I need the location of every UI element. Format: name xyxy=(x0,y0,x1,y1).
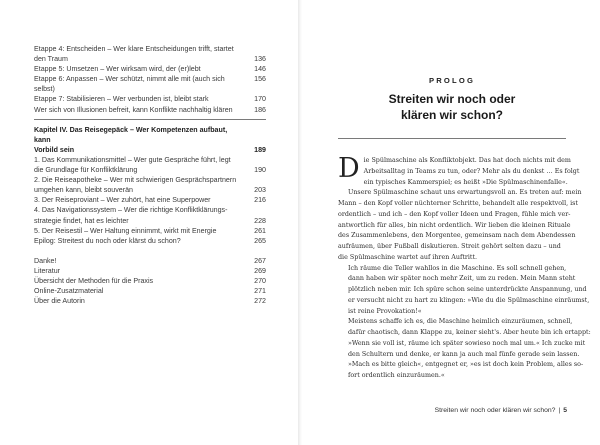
toc-entry-page: 265 xyxy=(254,236,266,245)
toc-entry-page: 269 xyxy=(254,266,266,275)
toc-entry xyxy=(34,226,266,236)
toc-entry-page: 186 xyxy=(254,105,266,114)
toc-entry xyxy=(34,195,266,205)
toc-entry xyxy=(34,44,266,54)
toc-entry xyxy=(34,216,266,226)
toc-entry xyxy=(34,165,266,175)
footer-separator: | xyxy=(558,407,561,414)
toc-entry-title: Etappe 4: Entscheiden – Wer klare Entscheidungen trifft, startet xyxy=(34,45,234,53)
prolog-paragraphs xyxy=(338,153,591,382)
text-line: die Spülmaschine wartet auf ihren Auftritt. xyxy=(338,253,478,261)
toc-entry-title: umgehen kann, bleibt souverän xyxy=(34,186,133,195)
toc-entry-title: Etappe 6: Anpassen – Wer schützt, nimmt alle mit (auch sich selbst) xyxy=(34,75,225,94)
text-line: Mann – den Kopf voller nüchterner Schritte, behandelt alle respektvoll, ist xyxy=(338,200,578,207)
toc-entry xyxy=(34,155,266,165)
toc-entry-page: 170 xyxy=(254,95,266,104)
text-line: ordentlich – und ich – den Kopf voller Ideen und Fragen, fühle mich ver- xyxy=(338,210,571,218)
toc-entry-title: Online-Zusatzmaterial xyxy=(34,287,104,296)
toc-entry-title: Literatur xyxy=(34,266,61,275)
text-line: Ich räume die Teller wahllos in die Maschine. Es soll schnell gehen, xyxy=(348,264,567,272)
toc-entry-title: Epilog: Streitest du noch oder klärst du schon? xyxy=(34,236,181,245)
toc-entry-title: den Traum xyxy=(34,55,68,64)
toc-entry xyxy=(34,276,266,286)
toc-entry-title: Danke! xyxy=(34,256,57,265)
toc-entry-page: 136 xyxy=(254,55,266,64)
page-number: 5 xyxy=(563,407,567,414)
toc-group-backmatter xyxy=(34,256,266,306)
toc-entry-page: 270 xyxy=(254,276,266,285)
prolog-title-line2: klären wir schon? xyxy=(400,107,504,122)
text-line: Meistens schaffe ich es, die Maschine heimlich einzuräumen, schnell, xyxy=(348,318,573,326)
text-line: des Zusammenlebens, den Morgentee, gemeinsam nach dem Abendessen xyxy=(338,232,576,240)
text-line: fort ordentlich einzuräumen.« xyxy=(348,372,445,379)
toc-entry-page: 261 xyxy=(254,226,266,235)
toc-entry xyxy=(34,54,266,64)
text-line: antwortlich für alles, bin nicht ordentlich. Wir lieben die kleinen Rituale xyxy=(338,221,571,229)
text-line: den Schultern und denke, er kann ja auch mal fünfe gerade sein lassen. xyxy=(348,350,580,358)
toc-entry-title: Wer sich von Illusionen befreit, kann Konflikte nachhaltig klären xyxy=(34,105,233,114)
text-line: Unsere Spülmaschine schaut uns erwartungsvoll an. Es treten auf: mein xyxy=(348,189,582,197)
toc-entry-title: Übersicht der Methoden für die Praxis xyxy=(34,276,154,285)
toc-entry-page: 267 xyxy=(254,256,266,265)
prolog-paragraph xyxy=(338,153,582,264)
prolog-title xyxy=(338,92,566,123)
toc-entry-page: 203 xyxy=(254,186,266,195)
text-line: dann haben wir später noch mehr Zeit, um zu reden. Mein Mann steht xyxy=(348,275,576,283)
toc-chapter-heading-cont xyxy=(34,145,266,155)
text-line: plötzlich neben mir. Ich spüre schon seine unterdrückte Anspannung, und xyxy=(348,286,587,293)
toc-entry-title: strategie findet, hat es leichter xyxy=(34,216,129,225)
prolog-title-line1: Streiten wir noch oder xyxy=(388,92,516,106)
toc-entry-title: die Grundlage für Konfliktklärung xyxy=(34,166,138,175)
toc-entry-title: 5. Der Reisestil – Wer Haltung einnimmt, wirkt mit Energie xyxy=(34,226,217,235)
toc-entry xyxy=(34,296,266,306)
toc-chapter-title-line1: Kapitel IV. Das Reisegepäck – Wer Kompetenzen aufbaut, kann xyxy=(34,125,228,144)
prolog-paragraph xyxy=(338,317,591,382)
toc-entry-page: 216 xyxy=(254,196,266,205)
text-line: ie Spülmaschine als Konfliktobjekt. Das hat doch nichts mit dem xyxy=(363,157,571,164)
toc-entry xyxy=(34,256,266,266)
toc-entry-page: 271 xyxy=(254,287,266,296)
toc-entry-title: 1. Das Kommunikationsmittel – Wer gute Gespräche führt, legt xyxy=(34,155,231,164)
toc-chapter-page: 189 xyxy=(254,145,266,154)
text-line: »Wenn sie voll ist, räume ich später sowieso noch mal um.« Ich zucke mit xyxy=(348,339,586,347)
drop-cap: D xyxy=(338,153,360,184)
toc-entry-title: 3. Der Reiseproviant – Wer zuhört, hat eine Superpower xyxy=(34,196,211,205)
text-line: »Mach es bitte gleich«, entgegnet er, »es ist doch kein Problem, alles so- xyxy=(348,361,584,369)
toc-entry xyxy=(34,105,266,115)
prolog-paragraph xyxy=(338,264,590,318)
toc-group-reisegepaeck xyxy=(34,155,266,246)
toc-entry-title: Etappe 5: Umsetzen – Wer wirksam wird, der (er)lebt xyxy=(34,65,201,74)
toc-entry-page: 156 xyxy=(254,75,266,84)
toc-entry-page: 228 xyxy=(254,216,266,225)
toc-entry xyxy=(34,286,266,296)
page-footer xyxy=(435,407,567,414)
toc-entry-title: Über die Autorin xyxy=(34,297,85,306)
toc-entry xyxy=(34,74,266,94)
table-of-contents xyxy=(34,44,266,306)
toc-entry xyxy=(34,185,266,195)
toc-divider xyxy=(34,119,266,120)
text-line: ist reine Provokation!« xyxy=(348,307,422,315)
toc-entry-page: 190 xyxy=(254,166,266,175)
title-divider xyxy=(338,138,566,139)
text-line: er versucht nicht zu hart zu klingen: »Wie du die Spülmaschine einräumst, xyxy=(348,296,590,304)
toc-entry-title: 2. Die Reiseapotheke – Wer mit schwierigen Gesprächspartnern xyxy=(34,176,237,185)
toc-entry xyxy=(34,205,266,215)
toc-entry xyxy=(34,175,266,185)
toc-chapter-title-line2: Vorbild sein xyxy=(34,145,75,154)
toc-entry xyxy=(34,94,266,104)
toc-entry xyxy=(34,64,266,74)
text-line: ein typisches Kammerspiel; es heißt »Die Spülmaschinenfalle«. xyxy=(363,178,568,186)
prolog-body xyxy=(338,153,591,382)
running-title: Streiten wir noch oder klären wir schon? xyxy=(434,407,556,414)
text-line: Arbeitsalltag in Teams zu tun, oder? Mehr als du denkst … Es folgt xyxy=(363,167,580,175)
prolog-label: PROLOG xyxy=(428,76,476,85)
text-line: dafür chaotisch, dann Klappe zu, keiner sieht's. Aber heute bin ich ertappt: xyxy=(348,329,591,336)
book-gutter xyxy=(298,0,302,445)
toc-entry xyxy=(34,236,266,246)
text-line: aufräumen, über Fußball diskutieren. Streit gehört selten dazu – und xyxy=(338,243,561,250)
toc-chapter-heading xyxy=(34,125,266,145)
toc-entry-title: Etappe 7: Stabilisieren – Wer verbunden ist, bleibt stark xyxy=(34,95,209,104)
toc-group-etappen xyxy=(34,44,266,115)
toc-entry xyxy=(34,266,266,276)
toc-entry-page: 272 xyxy=(254,297,266,306)
toc-entry-page: 146 xyxy=(254,65,266,74)
toc-entry-title: 4. Das Navigationssystem – Wer die richtige Konfliktklärungs- xyxy=(34,206,228,215)
